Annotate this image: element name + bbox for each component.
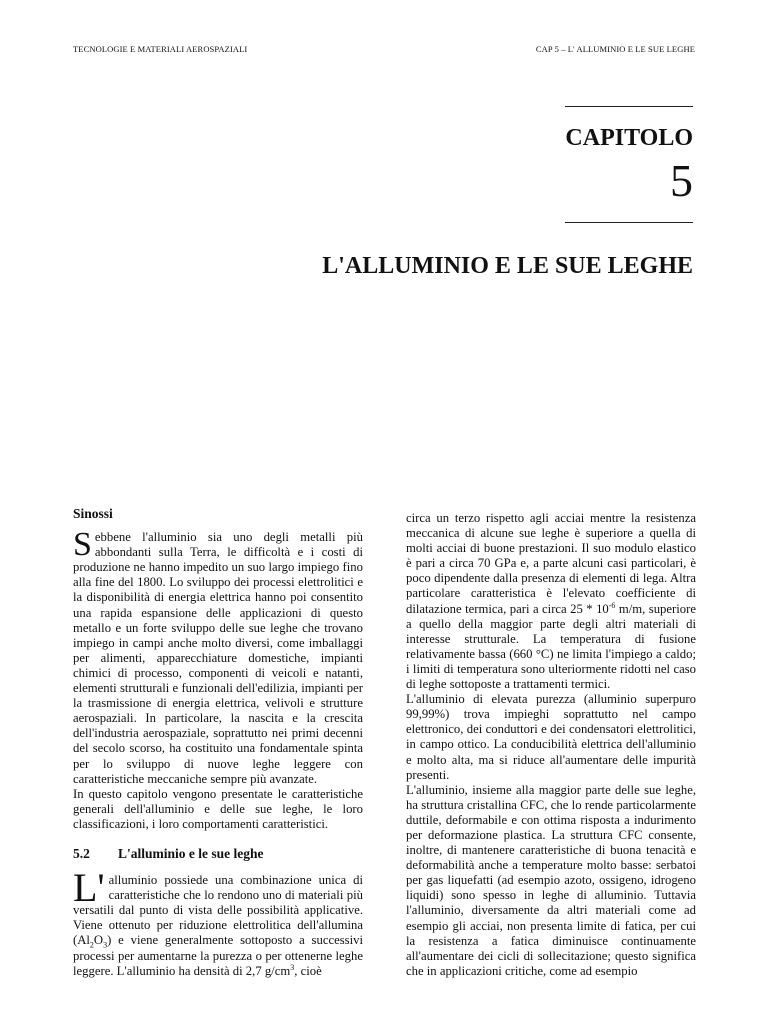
sinossi-paragraph-2: In questo capitolo vengono presentate le caratteristiche generali dell'alluminio e delle sue leghe, le loro classificazioni, i loro comportamenti caratteristici. <box>73 786 363 831</box>
section-5-2-paragraph-1: L' alluminio possiede una combinazione unica di caratteristiche che lo rendono uno di materiali più versatili dal punto di vista delle possibilità applicative. Viene ottenuto per riduzione elettrolitica dell'allumina $(Al_2O_3)$ e viene generalmente sottoposto a successivi processi per aumentarne la purezza o per ottenerne leghe leggere. L'alluminio ha densità di 2,7 $g/cm^3$, cioè <box>73 865 363 978</box>
chapter-number: 5 <box>670 155 693 206</box>
section-title: L'alluminio e le sue leghe <box>118 845 264 861</box>
left-column <box>73 506 363 979</box>
right-paragraph-2: L'alluminio di elevata purezza (alluminio superpuro 99,99%) trova impieghi soprattutto nel campo elettronico, dei conduttori e dei condensatori elettrolitici, in campo ottico. La conducibilità elettrica dell'alluminio e molto alta, ma si riduce all'aumentare delle impurità presenti. <box>406 692 696 782</box>
section-heading-5-2 <box>73 846 363 861</box>
section-dropcap: L' <box>73 865 105 911</box>
right-paragraph-1: circa un terzo rispetto agli acciai mentre la resistenza meccanica di alcune sue leghe è superiore a quella di molti acciai di buone prestazioni. Il suo modulo elastico è pari a circa 70 GPa e, a parte alcuni casi particolari, è poco dipendente dalla presenza di elementi di lega. Altra particolare caratteristica è l'elevato coefficiente di dilatazione termica, pari a circa $25 * 10^{-6}$ m/m, superiore a quello della maggior parte degli altri materiali di interesse strutturale. La temperatura di fusione relativamente bassa (660 °C) ne limita l'impiego a caldo; i limiti di temperatura sono ulteriormente ridotti nel caso di leghe sottoposte a trattamenti termici. <box>406 511 696 692</box>
chapter-label: CAPITOLO <box>565 125 693 151</box>
sinossi-dropcap: S <box>73 526 92 564</box>
right-paragraph-3: L'alluminio, insieme alla maggior parte delle sue leghe, ha struttura cristallina CFC, che lo rende particolarmente duttile, deformabile e con ottima risposta a indurimento per deformazione plastica. La struttura CFC consente, inoltre, di mantenere caratteristiche di buona tenacità e deformabilità anche a temperature molto basse: serbatoi per gas liquefatti (ad esempio azoto, ossigeno, idrogeno liquidi) sono spesso in leghe di alluminio. Tuttavia l'alluminio, diversamente da altri materiali come ad esempio gli acciai, non presenta limite di fatica, per cui la resistenza a fatica diminuisce continuamente all'aumentare dei cicli di sollecitazione; questo significa che in applicazioni critiche, come ad esempio <box>406 782 696 978</box>
section-number: 5.2 <box>73 845 90 861</box>
running-header-right: CAP 5 – L' ALLUMINIO E LE SUE LEGHE <box>535 44 695 54</box>
sinossi-text-1: ebbene l'alluminio sia uno degli metalli più abbondanti sulla Terra, le difficoltà e i costi di produzione ne hanno impedito un suo largo impiego fino alla fine del 1800. Lo sviluppo dei processi elettrolitici e la disponibilità di energia elettrica hanno poi consentito una rapida espansione delle applicazioni di questo metallo e un forte sviluppo delle sue leghe che trovano impiego in campi anche molto diversi, come imballaggi per alimenti, apparecchiature domestiche, impianti chimici di processo, componenti di veicoli e natanti, elementi strutturali e funzionali dell'edilizia, impianti per la trasmissione di energia elettrica, velivoli e strutture aerospaziali. In particolare, la nascita e la crescita dell'industria aerospaziale, soprattutto nei primi decenni del secolo scorso, ha costituito una fondamentale spinta per lo sviluppo di nuove leghe leggere con caratteristiche meccaniche sempre più avanzate. <box>73 530 363 786</box>
sinossi-paragraph-1 <box>73 526 363 787</box>
right-column <box>406 511 696 979</box>
chapter-rule-bottom <box>565 222 693 223</box>
sinossi-heading: Sinossi <box>73 506 113 521</box>
chapter-rule-top <box>565 106 693 107</box>
chapter-title: L'ALLUMINIO E LE SUE LEGHE <box>322 253 693 279</box>
running-header-left: TECNOLOGIE E MATERIALI AEROSPAZIALI <box>73 44 248 54</box>
